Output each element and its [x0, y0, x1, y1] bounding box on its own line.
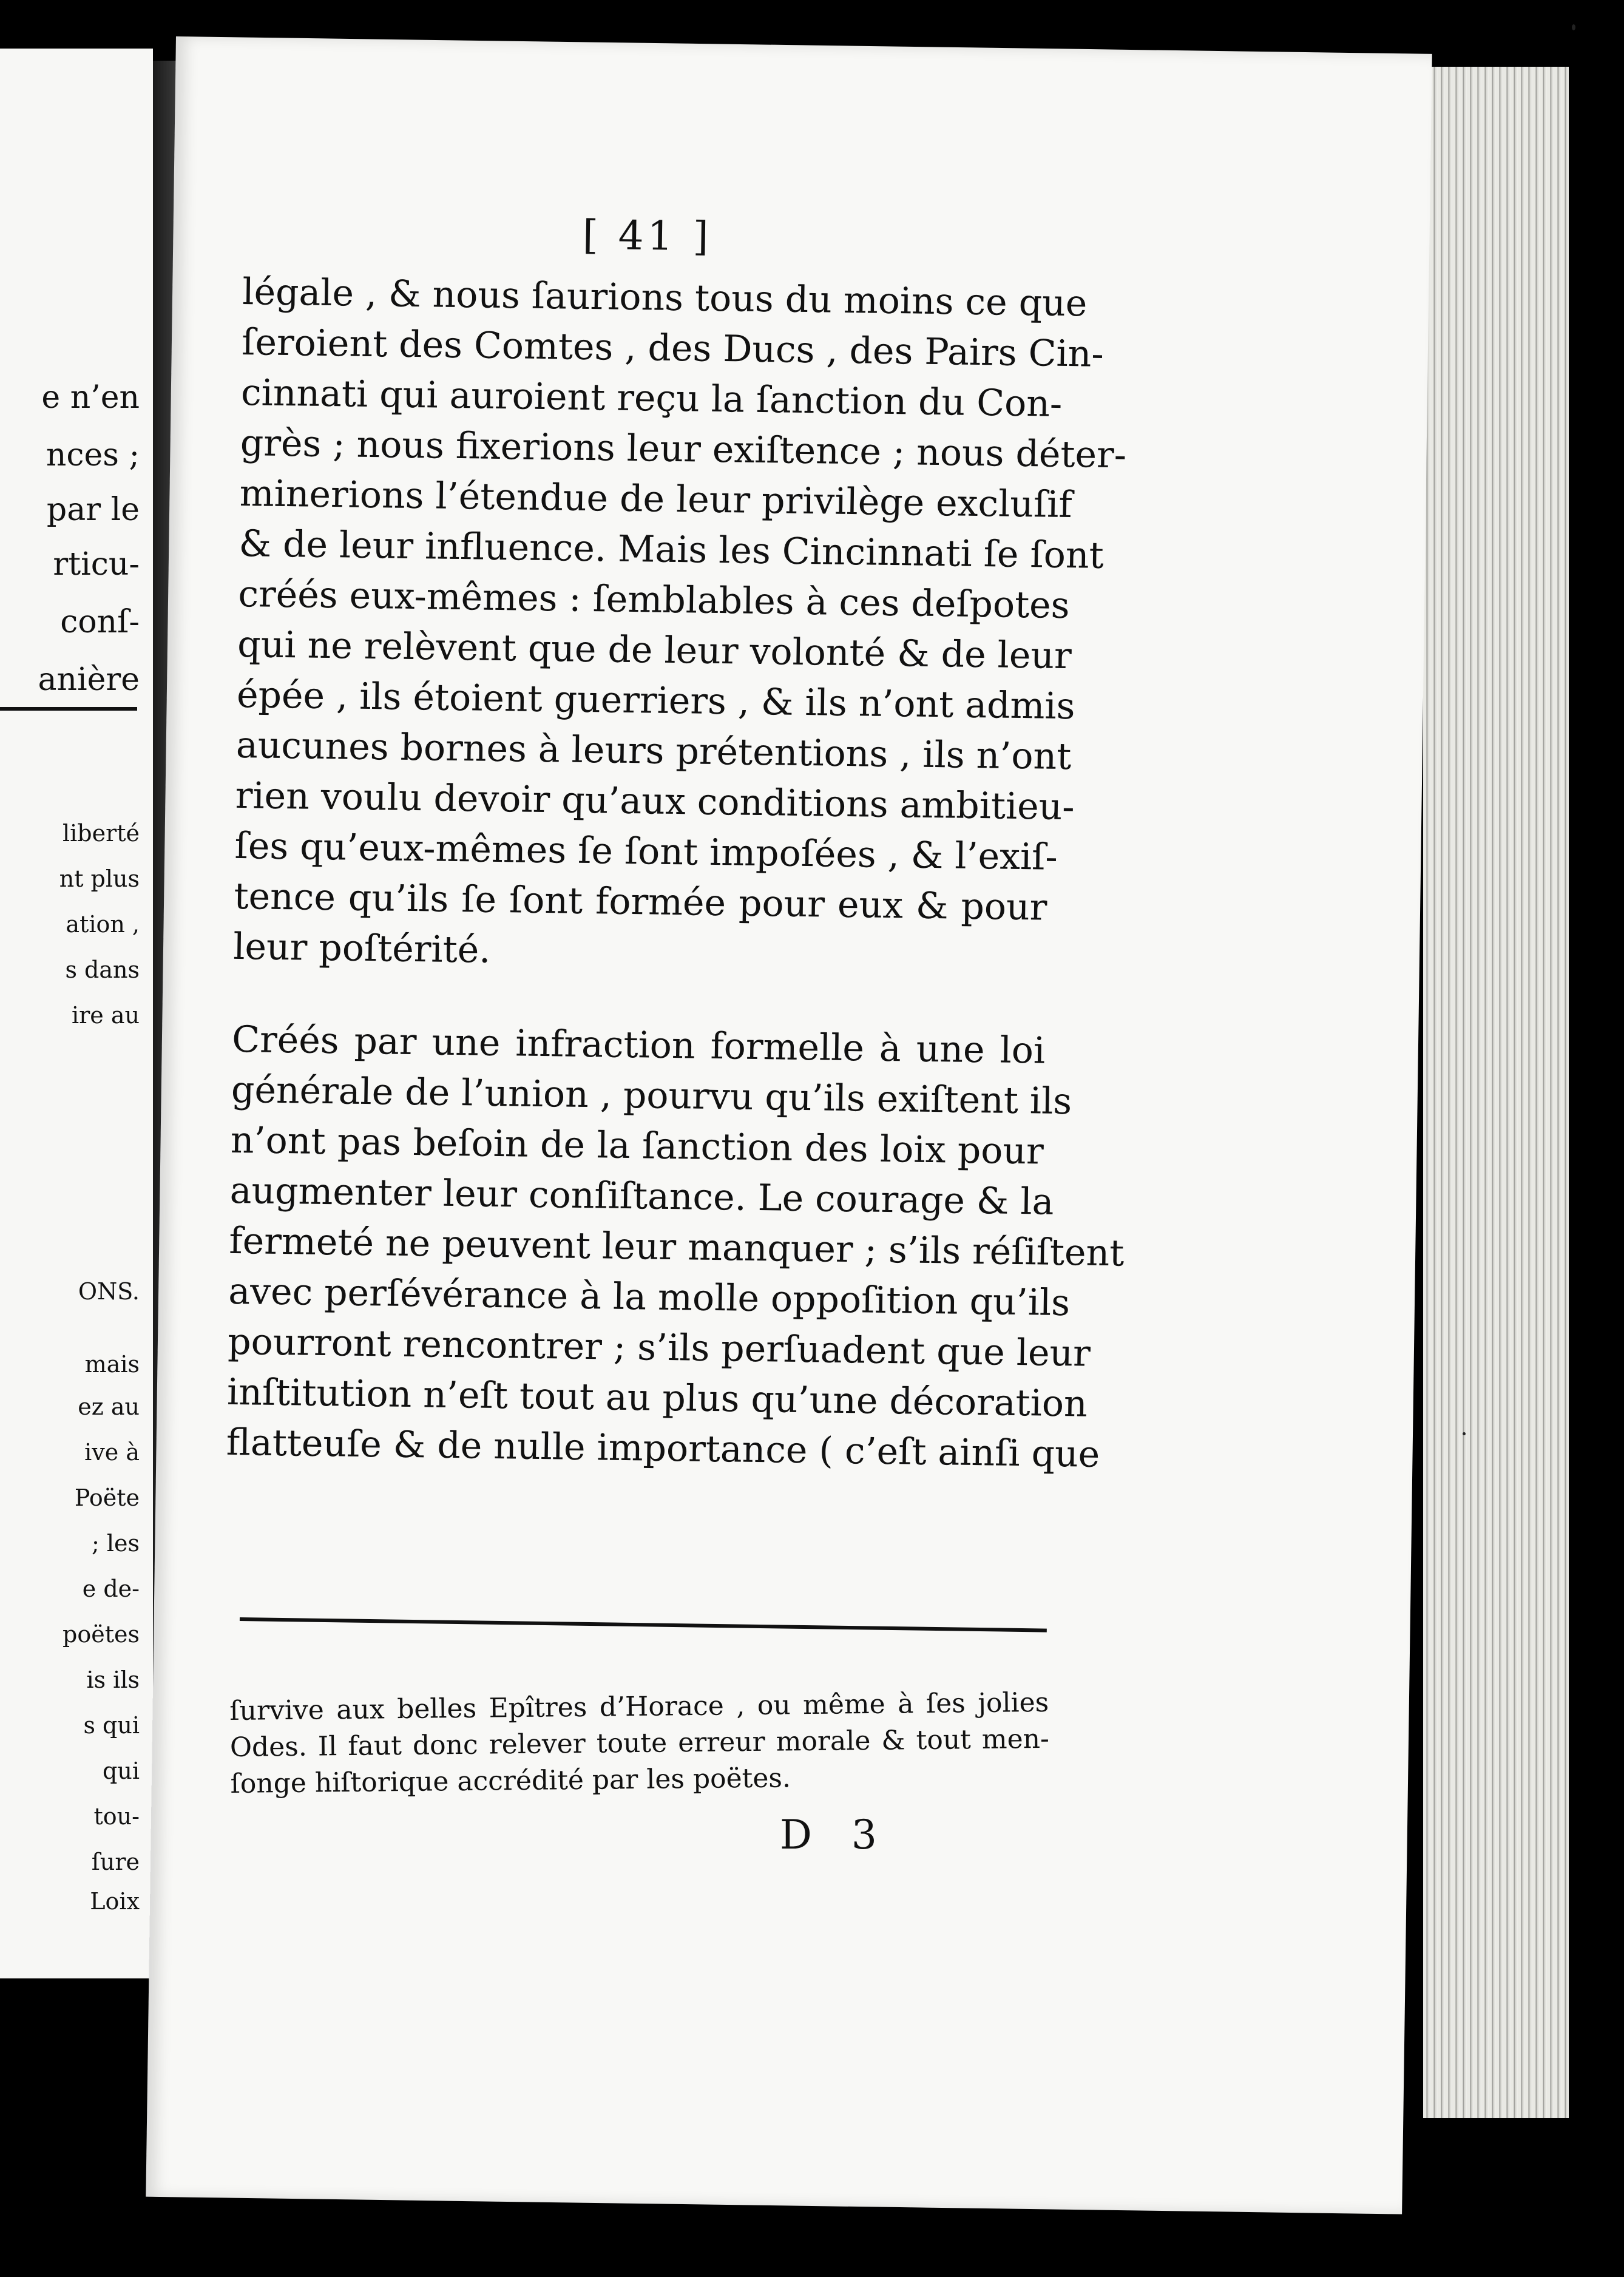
paragraph-2: [226, 1015, 1125, 1480]
facing-page-line: ire au: [71, 1002, 140, 1029]
page-header: [ 41 ]: [582, 211, 712, 260]
facing-page-line: anière: [38, 661, 140, 698]
facing-page-line: liberté: [62, 820, 140, 847]
text-line: fermeté ne peuvent leur manquer ; s’ils réſiſtent: [229, 1219, 1125, 1275]
facing-page-line: Poëte: [74, 1484, 140, 1511]
text-line: pourront rencontrer ; s’ils perſuadent que leur: [227, 1320, 1091, 1375]
text-line: flatteuſe & de nulle importance ( c’eſt ainſi que: [226, 1421, 1100, 1476]
text-line: Odes. Il faut donc relever toute erreur morale & tout men-: [229, 1723, 1050, 1763]
text-line: rien voulu devoir qu’aux conditions ambitieu-: [235, 774, 1075, 829]
facing-page-line: ation ,: [66, 911, 140, 938]
facing-page-line: ONS.: [78, 1278, 140, 1305]
facing-page-line: ſure: [91, 1849, 140, 1875]
text-line: créés eux-mêmes : ſemblables à ces deſpotes: [237, 572, 1070, 628]
text-line: générale de l’union , pourvu qu’ils exiſtent ils: [231, 1068, 1072, 1123]
text-line: épée , ils étoient guerriers , & ils n’ont admis: [236, 673, 1075, 728]
facing-page-line: Loix: [90, 1888, 140, 1915]
facing-page-line: poëtes: [63, 1621, 140, 1648]
facing-page-line: e n’en: [41, 379, 140, 416]
facing-page-line: s qui: [83, 1712, 140, 1739]
facing-page-line: is ils: [86, 1666, 140, 1693]
paragraph-1: [232, 267, 1127, 984]
footnote: [229, 1685, 1050, 1802]
text-line: ſeroient des Comtes , des Ducs , des Pairs Cin-: [241, 320, 1105, 376]
main-text: [226, 267, 1127, 1480]
text-line: avec perſévérance à la molle oppoſition qu’ils: [228, 1270, 1071, 1325]
facing-page-line: ; les: [91, 1530, 140, 1557]
facing-page-line: qui: [103, 1758, 140, 1784]
text-line: aucunes bornes à leurs prétentions , ils n’ont: [235, 723, 1072, 779]
facing-page-line: mais: [84, 1351, 140, 1378]
facing-page-rule: [0, 707, 137, 711]
facing-page-line: conſ-: [60, 604, 140, 640]
facing-page-line: ive à: [84, 1439, 140, 1466]
text-line: ſurvive aux belles Epîtres d’Horace , ou même à ſes jolies: [229, 1687, 1049, 1727]
facing-page-left: [0, 49, 153, 1978]
facing-page-line: e de-: [82, 1575, 140, 1602]
facing-page-line: nt plus: [59, 865, 140, 892]
text-line: n’ont pas beſoin de la ſanction des loix pour: [230, 1118, 1044, 1173]
text-line: leur poſtérité.: [232, 925, 491, 972]
facing-page-line: s dans: [65, 956, 140, 983]
facing-page-line: rticu-: [53, 546, 140, 583]
text-line: Créés par une infraction formelle à une loi: [231, 1018, 1046, 1072]
facing-page-line: tou-: [93, 1803, 140, 1830]
text-line: tence qu’ils ſe ſont formée pour eux & pour: [234, 875, 1047, 929]
facing-page-line: ez au: [78, 1393, 140, 1420]
ink-speck: [1463, 1432, 1466, 1435]
facing-page-line: par le: [46, 492, 140, 528]
text-line: inſtitution n’eſt tout au plus qu’une décoration: [226, 1370, 1088, 1426]
text-line: augmenter leur conſiſtance. Le courage & la: [229, 1169, 1054, 1223]
text-line: ſonge hiſtorique accrédité par les poëtes.: [230, 1762, 791, 1799]
signature-mark: D 3: [780, 1812, 890, 1858]
text-line: légale , & nous ſaurions tous du moins ce que: [242, 270, 1088, 325]
facing-page-line: nces ;: [46, 437, 140, 473]
page-edges: [1423, 67, 1569, 2118]
text-line: & de leur influence. Mais les Cincinnati ſe ſont: [239, 522, 1105, 577]
text-line: minerions l’étendue de leur privilège excluſif: [239, 472, 1073, 527]
text-line: grès ; nous fixerions leur exiſtence ; nous déter-: [240, 421, 1127, 477]
text-line: ſes qu’eux-mêmes ſe ſont impoſées , & l’exiſ-: [234, 824, 1058, 879]
text-line: cinnati qui auroient reçu la ſanction du Con-: [240, 371, 1063, 425]
text-line: qui ne relèvent que de leur volonté & de leur: [237, 623, 1072, 678]
ink-speck: [1572, 24, 1575, 30]
